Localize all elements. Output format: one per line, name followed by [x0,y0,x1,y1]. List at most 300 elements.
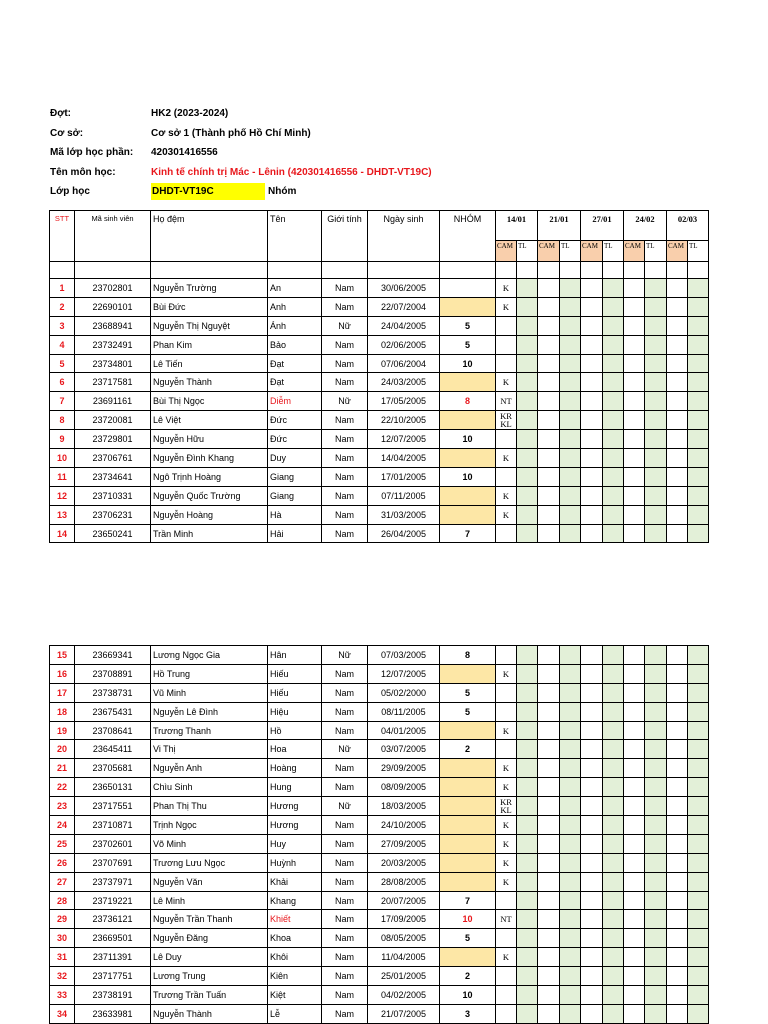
attendance-tl-cell [517,505,538,524]
surname-cell: Nguyễn Văn [151,872,268,891]
attendance-tl-cell [645,948,667,967]
stt-cell: 16 [50,664,75,683]
attendance-tl-cell [688,316,709,335]
attendance-tl-cell [645,297,667,316]
stt-cell: 28 [50,891,75,910]
attendance-cam-cell [538,702,560,721]
stt-cell: 12 [50,486,75,505]
attendance-tl-cell [688,524,709,543]
surname-cell: Nguyễn Lê Đình [151,702,268,721]
attendance-tl-cell [645,702,667,721]
info-row-lop [50,182,750,202]
group-cell: 3 [440,1004,496,1023]
student-id-cell: 23650131 [75,778,151,797]
group-cell [440,872,496,891]
tenmon-value: Kinh tế chính trị Mác - Lênin (420301416556 - DHDT-VT19C) [151,166,432,178]
attendance-tl-cell [645,797,667,816]
attendance-tl-cell [688,721,709,740]
attendance-cam-cell [624,279,645,298]
header-tl-3: TL [645,241,667,262]
attendance-tl-cell [603,702,624,721]
attendance-tl-cell [645,683,667,702]
group-cell [440,816,496,835]
spacer-cell [688,262,709,279]
surname-cell: Lương Ngọc Gia [151,646,268,665]
surname-cell: Nguyễn Hoàng [151,505,268,524]
spacer-row [50,262,709,279]
attendance-cam-cell [667,505,688,524]
firstname-cell: Huỳnh [268,853,322,872]
gender-cell: Nữ [322,392,368,411]
firstname-cell: Đạt [268,373,322,392]
stt-cell: 34 [50,1004,75,1023]
attendance-cam-cell [581,967,603,986]
attendance-cam-cell [667,702,688,721]
attendance-tl-cell [603,816,624,835]
attendance-tl-cell [645,430,667,449]
student-id-cell: 23702801 [75,279,151,298]
attendance-tl-cell [560,683,581,702]
attendance-cam-cell [581,910,603,929]
student-row [50,853,709,872]
student-id-cell: 23717581 [75,373,151,392]
attendance-cam-cell [667,524,688,543]
group-cell: 5 [440,335,496,354]
student-id-cell: 23675431 [75,702,151,721]
birthdate-cell: 05/02/2000 [368,683,440,702]
attendance-cam-cell [581,279,603,298]
attendance-tl-cell [560,797,581,816]
surname-cell: Nguyễn Hữu [151,430,268,449]
attendance-cam-cell [624,524,645,543]
surname-cell: Trương Thanh [151,721,268,740]
attendance-tl-cell [517,524,538,543]
attendance-cam-cell [667,373,688,392]
stt-cell: 13 [50,505,75,524]
attendance-tl-cell [688,683,709,702]
attendance-tl-cell [603,910,624,929]
attendance-cam-cell [581,797,603,816]
attendance-tl-cell [603,664,624,683]
attendance-status-cell [496,335,517,354]
stt-cell: 3 [50,316,75,335]
attendance-cam-cell [581,316,603,335]
attendance-cam-cell [624,316,645,335]
attendance-tl-cell [603,967,624,986]
attendance-cam-cell [667,683,688,702]
attendance-tl-cell [560,449,581,468]
gender-cell: Nam [322,430,368,449]
attendance-cam-cell [581,467,603,486]
attendance-cam-cell [667,967,688,986]
attendance-status-cell [496,354,517,373]
attendance-tl-cell [645,486,667,505]
group-cell: 5 [440,702,496,721]
attendance-tl-cell [560,702,581,721]
attendance-tl-cell [517,948,538,967]
attendance-cam-cell [538,467,560,486]
firstname-cell: Hương [268,816,322,835]
spacer-cell [667,262,688,279]
gender-cell: Nam [322,778,368,797]
student-row [50,279,709,298]
lop-label: Lớp học [50,186,90,197]
attendance-tl-cell [688,778,709,797]
student-id-cell: 22690101 [75,297,151,316]
attendance-table-part2 [49,645,709,1024]
attendance-tl-cell [560,948,581,967]
attendance-tl-cell [603,683,624,702]
gender-cell: Nam [322,1004,368,1023]
attendance-tl-cell [645,505,667,524]
attendance-cam-cell [581,392,603,411]
group-cell: 7 [440,891,496,910]
student-id-cell: 23706231 [75,505,151,524]
attendance-tl-cell [688,910,709,929]
attendance-tl-cell [603,834,624,853]
attendance-cam-cell [581,759,603,778]
attendance-cam-cell [538,948,560,967]
attendance-tl-cell [560,759,581,778]
nhom-label: Nhóm [268,186,297,197]
gender-cell: Nam [322,505,368,524]
attendance-cam-cell [624,1004,645,1023]
firstname-cell: Duy [268,449,322,468]
attendance-cam-cell [581,929,603,948]
birthdate-cell: 12/07/2005 [368,664,440,683]
gender-cell: Nam [322,297,368,316]
gender-cell: Nam [322,467,368,486]
attendance-tl-cell [560,986,581,1005]
coso-label: Cơ sở: [50,127,84,139]
student-id-cell: 23708891 [75,664,151,683]
spacer-cell [50,262,75,279]
info-row-dot [50,104,750,124]
spacer-cell [268,262,322,279]
attendance-status-cell [496,430,517,449]
student-id-cell: 23738191 [75,986,151,1005]
student-row [50,759,709,778]
surname-cell: Trương Trần Tuấn [151,986,268,1005]
attendance-cam-cell [581,664,603,683]
attendance-status-cell: K [496,834,517,853]
firstname-cell: Ánh [268,316,322,335]
surname-cell: Chìu Sinh [151,778,268,797]
attendance-cam-cell [624,486,645,505]
info-row-malop [50,143,750,163]
student-row [50,664,709,683]
attendance-cam-cell [667,354,688,373]
attendance-tl-cell [560,430,581,449]
group-cell [440,664,496,683]
attendance-cam-cell [624,834,645,853]
group-cell: 2 [440,740,496,759]
attendance-cam-cell [538,524,560,543]
firstname-cell: Giang [268,486,322,505]
gender-cell: Nữ [322,646,368,665]
attendance-cam-cell [581,411,603,430]
attendance-status-cell: NT [496,392,517,411]
gender-cell: Nam [322,967,368,986]
attendance-tl-cell [517,392,538,411]
attendance-cam-cell [667,834,688,853]
attendance-cam-cell [581,872,603,891]
attendance-cam-cell [538,392,560,411]
spacer-cell [151,262,268,279]
firstname-cell: Hiếu [268,683,322,702]
attendance-tl-cell [688,967,709,986]
group-cell: 10 [440,354,496,373]
birthdate-cell: 22/07/2004 [368,297,440,316]
info-row-coso [50,124,750,144]
attendance-cam-cell [624,816,645,835]
attendance-tl-cell [603,646,624,665]
surname-cell: Lê Tiến [151,354,268,373]
firstname-cell: Kiệt [268,986,322,1005]
attendance-tl-cell [603,297,624,316]
stt-cell: 5 [50,354,75,373]
attendance-cam-cell [667,449,688,468]
attendance-tl-cell [517,297,538,316]
attendance-tl-cell [645,721,667,740]
attendance-cam-cell [667,316,688,335]
attendance-tl-cell [688,335,709,354]
group-cell: 10 [440,986,496,1005]
attendance-cam-cell [624,948,645,967]
birthdate-cell: 07/06/2004 [368,354,440,373]
student-row [50,986,709,1005]
firstname-cell: Hồ [268,721,322,740]
surname-cell: Võ Minh [151,834,268,853]
attendance-cam-cell [624,646,645,665]
attendance-cam-cell [624,910,645,929]
gender-cell: Nam [322,354,368,373]
firstname-cell: Kiên [268,967,322,986]
birthdate-cell: 02/06/2005 [368,335,440,354]
attendance-tl-cell [645,872,667,891]
birthdate-cell: 04/02/2005 [368,986,440,1005]
attendance-tl-cell [517,335,538,354]
attendance-status-cell: K [496,449,517,468]
student-id-cell: 23738731 [75,683,151,702]
attendance-tl-cell [560,467,581,486]
attendance-cam-cell [581,505,603,524]
attendance-tl-cell [603,721,624,740]
student-id-cell: 23705681 [75,759,151,778]
header-date-0: 14/01 [496,211,538,241]
attendance-tl-cell [603,986,624,1005]
attendance-tl-cell [517,664,538,683]
attendance-tl-cell [560,910,581,929]
attendance-tl-cell [560,872,581,891]
student-id-cell: 23633981 [75,1004,151,1023]
attendance-cam-cell [581,486,603,505]
attendance-status-cell: K [496,297,517,316]
header-msv: Mã sinh viên [75,211,151,262]
attendance-tl-cell [560,664,581,683]
attendance-tl-cell [517,430,538,449]
group-cell [440,721,496,740]
attendance-cam-cell [581,373,603,392]
attendance-tl-cell [603,740,624,759]
attendance-status-cell [496,891,517,910]
attendance-tl-cell [688,392,709,411]
attendance-cam-cell [667,929,688,948]
attendance-tl-cell [603,929,624,948]
attendance-tl-cell [688,354,709,373]
student-row [50,411,709,430]
attendance-status-cell: K [496,948,517,967]
header-date-4: 02/03 [667,211,709,241]
surname-cell: Hồ Trung [151,664,268,683]
attendance-cam-cell [667,467,688,486]
attendance-tl-cell [517,279,538,298]
gender-cell: Nam [322,853,368,872]
firstname-cell: Khoa [268,929,322,948]
gender-cell: Nam [322,948,368,967]
firstname-cell: Huy [268,834,322,853]
student-id-cell: 23691161 [75,392,151,411]
attendance-tl-cell [603,797,624,816]
spacer-cell [538,262,560,279]
attendance-tl-cell [645,449,667,468]
gender-cell: Nam [322,834,368,853]
birthdate-cell: 27/09/2005 [368,834,440,853]
header-stt: STT [50,211,75,262]
student-id-cell: 23717751 [75,967,151,986]
attendance-cam-cell [581,524,603,543]
group-cell [440,297,496,316]
attendance-status-cell [496,683,517,702]
surname-cell: Lê Minh [151,891,268,910]
attendance-tl-cell [560,816,581,835]
attendance-cam-cell [667,759,688,778]
birthdate-cell: 18/03/2005 [368,797,440,816]
surname-cell: Ngô Trịnh Hoàng [151,467,268,486]
firstname-cell: Hiếu [268,664,322,683]
attendance-cam-cell [624,664,645,683]
attendance-cam-cell [667,646,688,665]
firstname-cell: Hải [268,524,322,543]
group-cell: 10 [440,430,496,449]
stt-cell: 18 [50,702,75,721]
student-row [50,505,709,524]
gender-cell: Nam [322,664,368,683]
attendance-cam-cell [667,740,688,759]
attendance-cam-cell [538,683,560,702]
firstname-cell: Hà [268,505,322,524]
attendance-tl-cell [645,1004,667,1023]
attendance-tl-cell [603,430,624,449]
group-cell: 5 [440,683,496,702]
dot-label: Đợt: [50,108,71,119]
spacer-cell [624,262,645,279]
gender-cell: Nam [322,721,368,740]
firstname-cell: Đạt [268,354,322,373]
attendance-cam-cell [538,449,560,468]
attendance-tl-cell [517,702,538,721]
spacer-cell [581,262,603,279]
firstname-cell: Hoa [268,740,322,759]
surname-cell: Trịnh Ngọc [151,816,268,835]
stt-cell: 23 [50,797,75,816]
firstname-cell: Hung [268,778,322,797]
student-row [50,948,709,967]
gender-cell: Nam [322,279,368,298]
student-id-cell: 23688941 [75,316,151,335]
attendance-cam-cell [538,1004,560,1023]
stt-cell: 22 [50,778,75,797]
info-row-tenmon [50,163,750,183]
student-row [50,797,709,816]
attendance-cam-cell [624,967,645,986]
attendance-tl-cell [688,702,709,721]
surname-cell: Nguyễn Đình Khang [151,449,268,468]
group-cell: 2 [440,967,496,986]
attendance-tl-cell [688,929,709,948]
attendance-tl-cell [517,967,538,986]
attendance-tl-cell [688,740,709,759]
attendance-cam-cell [581,721,603,740]
attendance-tl-cell [645,816,667,835]
attendance-status-cell [496,467,517,486]
spacer-cell [517,262,538,279]
attendance-tl-cell [688,816,709,835]
gender-cell: Nam [322,929,368,948]
stt-cell: 17 [50,683,75,702]
attendance-tl-cell [517,778,538,797]
student-row [50,354,709,373]
student-row [50,778,709,797]
attendance-tl-cell [517,834,538,853]
student-row [50,316,709,335]
attendance-tl-cell [517,929,538,948]
attendance-tl-cell [603,948,624,967]
attendance-cam-cell [624,335,645,354]
stt-cell: 15 [50,646,75,665]
attendance-status-cell: KR KL [496,411,517,430]
attendance-cam-cell [581,354,603,373]
attendance-cam-cell [538,834,560,853]
attendance-tl-cell [560,505,581,524]
birthdate-cell: 04/01/2005 [368,721,440,740]
attendance-cam-cell [538,721,560,740]
attendance-tl-cell [645,335,667,354]
attendance-tl-cell [560,967,581,986]
attendance-tl-cell [603,486,624,505]
surname-cell: Trương Lưu Ngọc [151,853,268,872]
student-row [50,910,709,929]
stt-cell: 14 [50,524,75,543]
attendance-tl-cell [517,373,538,392]
student-row [50,449,709,468]
firstname-cell: Lễ [268,1004,322,1023]
group-cell [440,778,496,797]
attendance-tl-cell [688,664,709,683]
attendance-status-cell [496,929,517,948]
attendance-cam-cell [624,411,645,430]
attendance-cam-cell [538,740,560,759]
attendance-cam-cell [667,778,688,797]
attendance-tl-cell [645,853,667,872]
attendance-cam-cell [624,853,645,872]
attendance-cam-cell [538,646,560,665]
gender-cell: Nữ [322,740,368,759]
student-id-cell: 23708641 [75,721,151,740]
attendance-status-cell [496,740,517,759]
attendance-cam-cell [624,430,645,449]
attendance-cam-cell [538,872,560,891]
